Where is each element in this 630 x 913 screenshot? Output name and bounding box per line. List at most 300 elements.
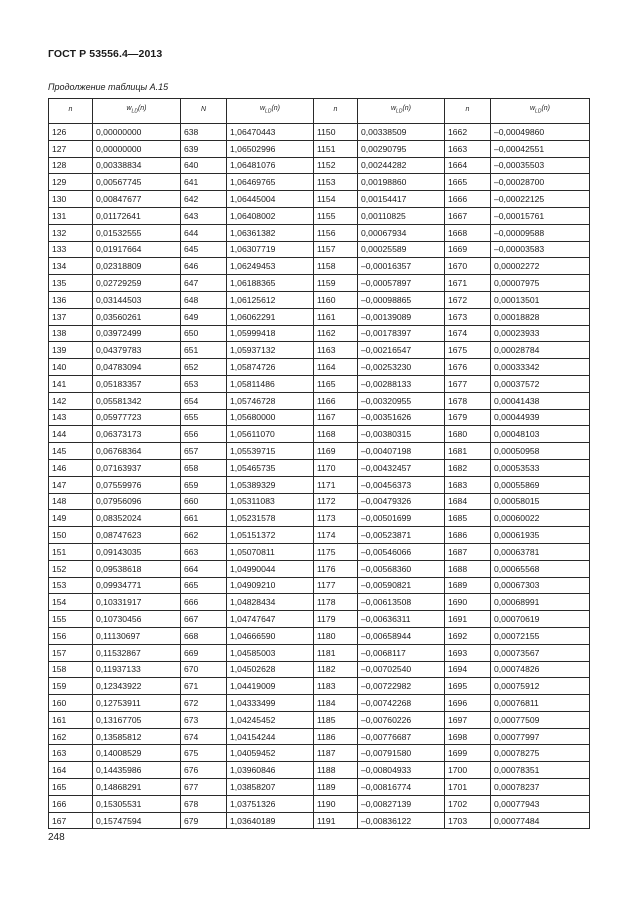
table-cell: –0,00139089: [358, 308, 445, 325]
table-cell: 1,03751326: [227, 795, 314, 812]
table-cell: 0,00847677: [93, 191, 181, 208]
table-cell: 668: [181, 627, 227, 644]
table-cell: –0,00501699: [358, 510, 445, 527]
table-row: [49, 678, 590, 695]
table-cell: 0,01172641: [93, 207, 181, 224]
table-cell: 1185: [314, 711, 358, 728]
column-header: N: [181, 99, 227, 121]
table-cell: 0,00055869: [491, 476, 590, 493]
table-cell: –0,00009588: [491, 224, 590, 241]
table-cell: 162: [49, 728, 93, 745]
table-cell: 154: [49, 594, 93, 611]
table-cell: 1673: [445, 308, 491, 325]
table-cell: –0,00613508: [358, 594, 445, 611]
table-cell: 638: [181, 124, 227, 141]
table-cell: 663: [181, 543, 227, 560]
table-cell: 1678: [445, 392, 491, 409]
table-cell: 1,05999418: [227, 325, 314, 342]
table-cell: –0,00702540: [358, 661, 445, 678]
table-cell: 1680: [445, 426, 491, 443]
table-cell: 656: [181, 426, 227, 443]
table-cell: 0,00198860: [358, 174, 445, 191]
table-cell: 1177: [314, 577, 358, 594]
table-cell: 1167: [314, 409, 358, 426]
table-cell: 646: [181, 258, 227, 275]
table-cell: 1162: [314, 325, 358, 342]
table-cell: 0,00018828: [491, 308, 590, 325]
table-cell: –0,00816774: [358, 779, 445, 796]
table-cell: 0,12343922: [93, 678, 181, 695]
table-cell: 1,04585003: [227, 644, 314, 661]
table-cell: 1,04502628: [227, 661, 314, 678]
table-cell: 165: [49, 779, 93, 796]
table-cell: 669: [181, 644, 227, 661]
table-cell: 161: [49, 711, 93, 728]
table-cell: 672: [181, 695, 227, 712]
column-header: $w_{LD}(n)$: [93, 99, 181, 121]
table-cell: 1190: [314, 795, 358, 812]
table-cell: 160: [49, 695, 93, 712]
table-cell: –0,00590821: [358, 577, 445, 594]
table-cell: –0,00568360: [358, 560, 445, 577]
table-cell: 0,00058015: [491, 493, 590, 510]
table-cell: –0,00098865: [358, 291, 445, 308]
table-cell: 0,00070619: [491, 611, 590, 628]
table-cell: 0,13167705: [93, 711, 181, 728]
table-cell: 0,00073567: [491, 644, 590, 661]
table-cell: 1,06408002: [227, 207, 314, 224]
table-cell: 1189: [314, 779, 358, 796]
table-cell: 147: [49, 476, 93, 493]
table-cell: 659: [181, 476, 227, 493]
table-cell: –0,00407198: [358, 443, 445, 460]
table-cell: 0,00077509: [491, 711, 590, 728]
table-cell: 1685: [445, 510, 491, 527]
table-cell: 167: [49, 812, 93, 829]
table-cell: 1,06470443: [227, 124, 314, 141]
table-cell: 1,03858207: [227, 779, 314, 796]
table-cell: 1,05611070: [227, 426, 314, 443]
table-cell: 1671: [445, 275, 491, 292]
table-row: [49, 157, 590, 174]
table-cell: 149: [49, 510, 93, 527]
table-header: [49, 99, 590, 121]
table-cell: –0,00016357: [358, 258, 445, 275]
table-row: [49, 627, 590, 644]
table-row: [49, 594, 590, 611]
table-cell: 0,00075912: [491, 678, 590, 695]
table-cell: 0,00154417: [358, 191, 445, 208]
table-cell: 675: [181, 745, 227, 762]
table-row: [49, 459, 590, 476]
table-cell: 0,00077484: [491, 812, 590, 829]
column-header: n: [49, 99, 93, 121]
table-cell: 644: [181, 224, 227, 241]
table-cell: 676: [181, 762, 227, 779]
table-cell: –0,00804933: [358, 762, 445, 779]
table-cell: 643: [181, 207, 227, 224]
table-cell: 654: [181, 392, 227, 409]
table-cell: 1,06361382: [227, 224, 314, 241]
table-cell: 0,09934771: [93, 577, 181, 594]
column-header: n: [445, 99, 491, 121]
table-cell: 1,06188365: [227, 275, 314, 292]
table-cell: 1,04333499: [227, 695, 314, 712]
table-cell: 1699: [445, 745, 491, 762]
table-cell: 1165: [314, 375, 358, 392]
table-cell: –0,00003583: [491, 241, 590, 258]
table-cell: 0,04783094: [93, 359, 181, 376]
table-cell: 137: [49, 308, 93, 325]
table-cell: 0,00077997: [491, 728, 590, 745]
table-cell: 677: [181, 779, 227, 796]
table-cell: 1161: [314, 308, 358, 325]
table-cell: 1684: [445, 493, 491, 510]
table-cell: –0,00380315: [358, 426, 445, 443]
table-cell: 134: [49, 258, 93, 275]
table-cell: 1,05539715: [227, 443, 314, 460]
table-cell: –0,00836122: [358, 812, 445, 829]
table-cell: 126: [49, 124, 93, 141]
table-cell: 1,04990044: [227, 560, 314, 577]
table-cell: 1172: [314, 493, 358, 510]
table-cell: 1667: [445, 207, 491, 224]
table-cell: 1187: [314, 745, 358, 762]
table-cell: 1,04059452: [227, 745, 314, 762]
table-cell: 1665: [445, 174, 491, 191]
table-cell: 1662: [445, 124, 491, 141]
table-cell: 145: [49, 443, 93, 460]
column-header: n: [314, 99, 358, 121]
table-cell: 1173: [314, 510, 358, 527]
table-cell: 1702: [445, 795, 491, 812]
table-row: [49, 426, 590, 443]
table-cell: 0,00053533: [491, 459, 590, 476]
table-cell: 155: [49, 611, 93, 628]
table-cell: 0,00050958: [491, 443, 590, 460]
table-cell: 0,02318809: [93, 258, 181, 275]
table-cell: 1186: [314, 728, 358, 745]
table-cell: 0,00065568: [491, 560, 590, 577]
table-cell: 0,11937133: [93, 661, 181, 678]
table-cell: 1181: [314, 644, 358, 661]
table-cell: 0,11130697: [93, 627, 181, 644]
table-cell: 0,00002272: [491, 258, 590, 275]
table-row: [49, 779, 590, 796]
table-cell: 0,00025589: [358, 241, 445, 258]
table-cell: 0,15305531: [93, 795, 181, 812]
table-cell: 141: [49, 375, 93, 392]
table-cell: 658: [181, 459, 227, 476]
table-cell: –0,00351626: [358, 409, 445, 426]
table-cell: –0,00742268: [358, 695, 445, 712]
table-cell: 641: [181, 174, 227, 191]
table-cell: 1158: [314, 258, 358, 275]
table-cell: 0,00074826: [491, 661, 590, 678]
table-cell: 662: [181, 527, 227, 544]
table-cell: 1677: [445, 375, 491, 392]
table-row: [49, 812, 590, 829]
table-cell: –0,00320955: [358, 392, 445, 409]
table-cell: 670: [181, 661, 227, 678]
table-row: [49, 644, 590, 661]
table-cell: –0,00456373: [358, 476, 445, 493]
table-cell: 153: [49, 577, 93, 594]
table-row: [49, 275, 590, 292]
table-row: [49, 325, 590, 342]
table-cell: 1,03640189: [227, 812, 314, 829]
table-row: [49, 611, 590, 628]
table-cell: 1170: [314, 459, 358, 476]
table-cell: 1154: [314, 191, 358, 208]
table-cell: 0,00067934: [358, 224, 445, 241]
table-cell: 1679: [445, 409, 491, 426]
table-cell: 130: [49, 191, 93, 208]
column-header: $w_{LD}(n)$: [491, 99, 590, 121]
table-cell: 1,04828434: [227, 594, 314, 611]
table-cell: 667: [181, 611, 227, 628]
table-cell: 0,14008529: [93, 745, 181, 762]
table-cell: –0,00178397: [358, 325, 445, 342]
table-row: [49, 443, 590, 460]
table-cell: 0,08352024: [93, 510, 181, 527]
table-cell: 0,00023933: [491, 325, 590, 342]
data-table: [48, 98, 590, 829]
table-row: [49, 510, 590, 527]
table-cell: 1694: [445, 661, 491, 678]
table-cell: 1164: [314, 359, 358, 376]
table-cell: 652: [181, 359, 227, 376]
table-cell: 665: [181, 577, 227, 594]
table-cell: 0,07163937: [93, 459, 181, 476]
table-cell: 157: [49, 644, 93, 661]
table-cell: –0,00035503: [491, 157, 590, 174]
table-cell: 0,06373173: [93, 426, 181, 443]
table-cell: 1151: [314, 140, 358, 157]
table-cell: 0,07956096: [93, 493, 181, 510]
table-cell: 647: [181, 275, 227, 292]
table-cell: 150: [49, 527, 93, 544]
table-cell: 0,00044939: [491, 409, 590, 426]
table-row: [49, 476, 590, 493]
table-cell: 1174: [314, 527, 358, 544]
table-cell: 1155: [314, 207, 358, 224]
table-row: [49, 392, 590, 409]
table-cell: –0,00827139: [358, 795, 445, 812]
table-cell: –0,00636311: [358, 611, 445, 628]
table-cell: 0,10730456: [93, 611, 181, 628]
table-cell: –0,00546066: [358, 543, 445, 560]
table-cell: 1,06307719: [227, 241, 314, 258]
table-cell: 0,07559976: [93, 476, 181, 493]
table-cell: –0,00049860: [491, 124, 590, 141]
table-cell: –0,00722982: [358, 678, 445, 695]
table-cell: 1,05465735: [227, 459, 314, 476]
table-cell: 1163: [314, 342, 358, 359]
table-cell: 0,02729259: [93, 275, 181, 292]
table-cell: 0,00078275: [491, 745, 590, 762]
table-row: [49, 711, 590, 728]
table-cell: 674: [181, 728, 227, 745]
table-cell: 655: [181, 409, 227, 426]
table-cell: 0,00060022: [491, 510, 590, 527]
table-cell: 1,04245452: [227, 711, 314, 728]
table-cell: –0,00015761: [491, 207, 590, 224]
table-cell: 1669: [445, 241, 491, 258]
table-cell: 1,05811486: [227, 375, 314, 392]
table-cell: 1184: [314, 695, 358, 712]
table-cell: 142: [49, 392, 93, 409]
table-cell: 671: [181, 678, 227, 695]
table-cell: –0,00022125: [491, 191, 590, 208]
table-cell: 1182: [314, 661, 358, 678]
table-cell: 1,05746728: [227, 392, 314, 409]
table-cell: 1,05151372: [227, 527, 314, 544]
table-cell: 0,05581342: [93, 392, 181, 409]
table-cell: 0,01917664: [93, 241, 181, 258]
table-cell: 1701: [445, 779, 491, 796]
table-cell: 1,06125612: [227, 291, 314, 308]
table-cell: 0,00072155: [491, 627, 590, 644]
table-row: [49, 224, 590, 241]
table-cell: 1696: [445, 695, 491, 712]
table-row: [49, 359, 590, 376]
table-cell: 0,01532555: [93, 224, 181, 241]
table-row: [49, 342, 590, 359]
table-cell: 1672: [445, 291, 491, 308]
table-cell: 1666: [445, 191, 491, 208]
table-cell: 0,00338834: [93, 157, 181, 174]
table-cell: 678: [181, 795, 227, 812]
table-cell: 152: [49, 560, 93, 577]
table-cell: 0,00061935: [491, 527, 590, 544]
table-cell: 138: [49, 325, 93, 342]
table-cell: 128: [49, 157, 93, 174]
table-cell: –0,00523871: [358, 527, 445, 544]
table-cell: 1700: [445, 762, 491, 779]
page-number: 248: [48, 832, 65, 843]
table-cell: 1150: [314, 124, 358, 141]
table-cell: 1,05680000: [227, 409, 314, 426]
table-cell: 0,03560261: [93, 308, 181, 325]
table-cell: 1687: [445, 543, 491, 560]
table-cell: 1664: [445, 157, 491, 174]
table-cell: 127: [49, 140, 93, 157]
table-cell: 1,05937132: [227, 342, 314, 359]
table-cell: 1,05231578: [227, 510, 314, 527]
table-row: [49, 124, 590, 141]
table-row: [49, 762, 590, 779]
table-cell: 0,09538618: [93, 560, 181, 577]
table-cell: –0,0068117: [358, 644, 445, 661]
table-cell: 143: [49, 409, 93, 426]
table-cell: 1169: [314, 443, 358, 460]
table-cell: 0,00000000: [93, 140, 181, 157]
table-cell: 1191: [314, 812, 358, 829]
table-cell: 1663: [445, 140, 491, 157]
table-row: [49, 577, 590, 594]
table-cell: 1676: [445, 359, 491, 376]
table-cell: 159: [49, 678, 93, 695]
table-cell: 0,00068991: [491, 594, 590, 611]
table-cell: –0,00432457: [358, 459, 445, 476]
table-cell: –0,00253230: [358, 359, 445, 376]
table-cell: 0,05977723: [93, 409, 181, 426]
table-cell: 0,10331917: [93, 594, 181, 611]
table-row: [49, 493, 590, 510]
table-cell: 1183: [314, 678, 358, 695]
table-cell: 1153: [314, 174, 358, 191]
table-cell: 1,06062291: [227, 308, 314, 325]
table-cell: 0,00007975: [491, 275, 590, 292]
table-cell: 0,00048103: [491, 426, 590, 443]
table-cell: –0,00216547: [358, 342, 445, 359]
table-cell: 0,12753911: [93, 695, 181, 712]
table-cell: 0,00033342: [491, 359, 590, 376]
table-cell: 0,00110825: [358, 207, 445, 224]
table-row: [49, 745, 590, 762]
table-cell: 1,05389329: [227, 476, 314, 493]
table-cell: 140: [49, 359, 93, 376]
table-cell: 1670: [445, 258, 491, 275]
table-row: [49, 174, 590, 191]
table-cell: 645: [181, 241, 227, 258]
column-header: $w_{LD}(n)$: [227, 99, 314, 121]
table-row: [49, 695, 590, 712]
table-cell: 158: [49, 661, 93, 678]
table-cell: 1188: [314, 762, 358, 779]
table-row: [49, 527, 590, 544]
table-cell: 1692: [445, 627, 491, 644]
table-row: [49, 291, 590, 308]
table-cell: 649: [181, 308, 227, 325]
table-cell: 1683: [445, 476, 491, 493]
table-cell: 148: [49, 493, 93, 510]
document-header: ГОСТ Р 53556.4—2013: [48, 48, 163, 60]
table-cell: 0,14435986: [93, 762, 181, 779]
table-cell: 0,06768364: [93, 443, 181, 460]
table-cell: 1166: [314, 392, 358, 409]
column-header: $w_{LD}(n)$: [358, 99, 445, 121]
table-cell: 1689: [445, 577, 491, 594]
table-cell: 639: [181, 140, 227, 157]
table-cell: 653: [181, 375, 227, 392]
table-cell: 131: [49, 207, 93, 224]
table-cell: –0,00028700: [491, 174, 590, 191]
table-cell: 132: [49, 224, 93, 241]
table-cell: 1698: [445, 728, 491, 745]
table-cell: 1,06445004: [227, 191, 314, 208]
table-cell: 144: [49, 426, 93, 443]
table-cell: 0,00078351: [491, 762, 590, 779]
table-cell: 0,13585812: [93, 728, 181, 745]
table-cell: 1,05311083: [227, 493, 314, 510]
table-row: [49, 560, 590, 577]
table-cell: 0,00076811: [491, 695, 590, 712]
table-row: [49, 409, 590, 426]
table-cell: 1682: [445, 459, 491, 476]
table-cell: 1,04154244: [227, 728, 314, 745]
table-cell: 0,00244282: [358, 157, 445, 174]
table-cell: 135: [49, 275, 93, 292]
table-row: [49, 661, 590, 678]
table-cell: 0,09143035: [93, 543, 181, 560]
table-row: [49, 728, 590, 745]
table-row: [49, 308, 590, 325]
table-cell: 136: [49, 291, 93, 308]
table-cell: 0,00028784: [491, 342, 590, 359]
table-cell: 642: [181, 191, 227, 208]
